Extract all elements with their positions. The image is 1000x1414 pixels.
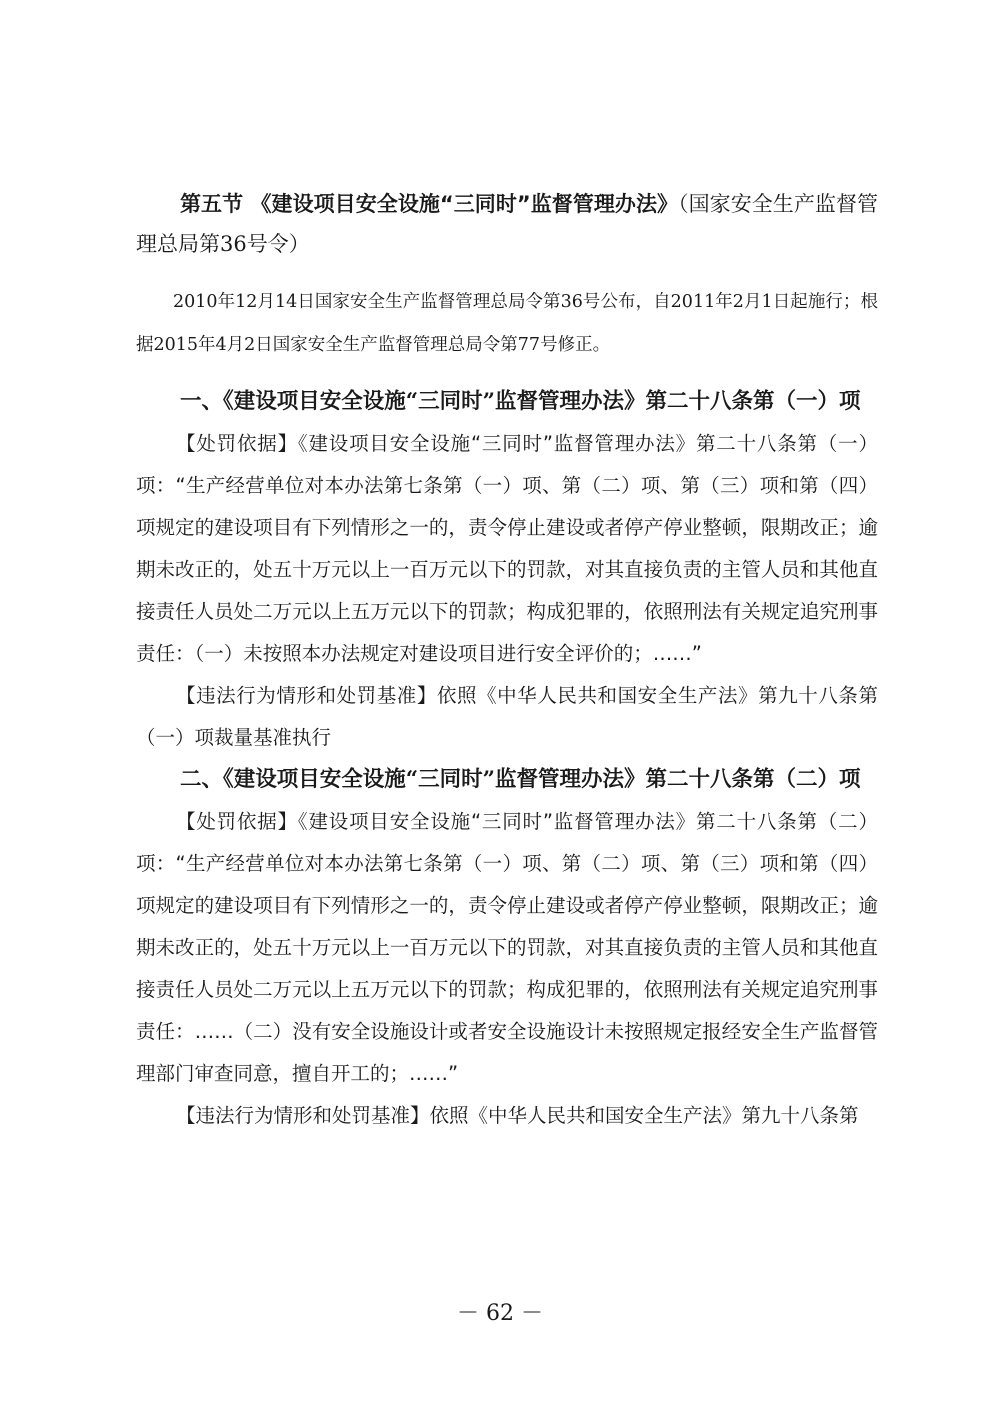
section-title-source: （国家安全生产监督管理总局第36号令） xyxy=(136,192,878,256)
penalty-standard-label: 【违法行为情形和处罚基准】 xyxy=(176,684,437,707)
penalty-basis-label: 【处罚依据】 xyxy=(176,810,298,833)
section-title xyxy=(136,184,878,264)
penalty-basis-2 xyxy=(136,801,878,1095)
penalty-standard-text: 依照《中华人民共和国安全生产法》第九十八条第（一）项裁量基准执行 xyxy=(136,684,878,749)
penalty-standard-1 xyxy=(136,675,878,759)
penalty-basis-text: 《建设项目安全设施“三同时”监督管理办法》第二十八条第（一）项：“生产经营单位对本办法第七条第（一）项、第（二）项、第（三）项和第（四）项规定的建设项目有下列情形之一的，责令停止建设或者停产停业整顿，限期改正；逾期未改正的，处五十万元以上一百万元以下的罚款，对其直接负责的主管人员和其他直接责任人员处二万元以上五万元以下的罚款；构成犯罪的，依照刑法有关规定追究刑事责任：（一）未按照本办法规定对建设项目进行安全评价的；……” xyxy=(136,432,878,665)
page-number: － 62 － xyxy=(457,1301,543,1326)
penalty-basis-1 xyxy=(136,423,878,675)
penalty-standard-2 xyxy=(136,1095,878,1137)
penalty-standard-text: 依照《中华人民共和国安全生产法》第九十八条第 xyxy=(429,1104,859,1127)
penalty-basis-label: 【处罚依据】 xyxy=(176,432,298,455)
page-content xyxy=(136,184,878,1137)
intro-paragraph: 2010年12月14日国家安全生产监督管理总局令第36号公布，自2011年2月1日起施行；根据2015年4月2日国家安全生产监督管理总局令第77号修正。 xyxy=(136,292,878,355)
penalty-standard-label: 【违法行为情形和处罚基准】 xyxy=(176,1104,430,1127)
penalty-basis-text: 《建设项目安全设施“三同时”监督管理办法》第二十八条第（二）项：“生产经营单位对本办法第七条第（一）项、第（二）项、第（三）项和第（四）项规定的建设项目有下列情形之一的，责令停止建设或者停产停业整顿，限期改正；逾期未改正的，处五十万元以上一百万元以下的罚款，对其直接负责的主管人员和其他直接责任人员处二万元以上五万元以下的罚款；构成犯罪的，依照刑法有关规定追究刑事责任：……（二）没有安全设施设计或者安全设施设计未按照规定报经安全生产监督管理部门审查同意，擅自开工的；……” xyxy=(136,810,878,1085)
section-title-lead: 第五节 《建设项目安全设施“三同时”监督管理办法》 xyxy=(180,192,679,216)
item-heading-2: 二、《建设项目安全设施“三同时”监督管理办法》第二十八条第（二）项 xyxy=(180,767,861,792)
item-heading-1: 一、《建设项目安全设施“三同时”监督管理办法》第二十八条第（一）项 xyxy=(180,389,861,414)
